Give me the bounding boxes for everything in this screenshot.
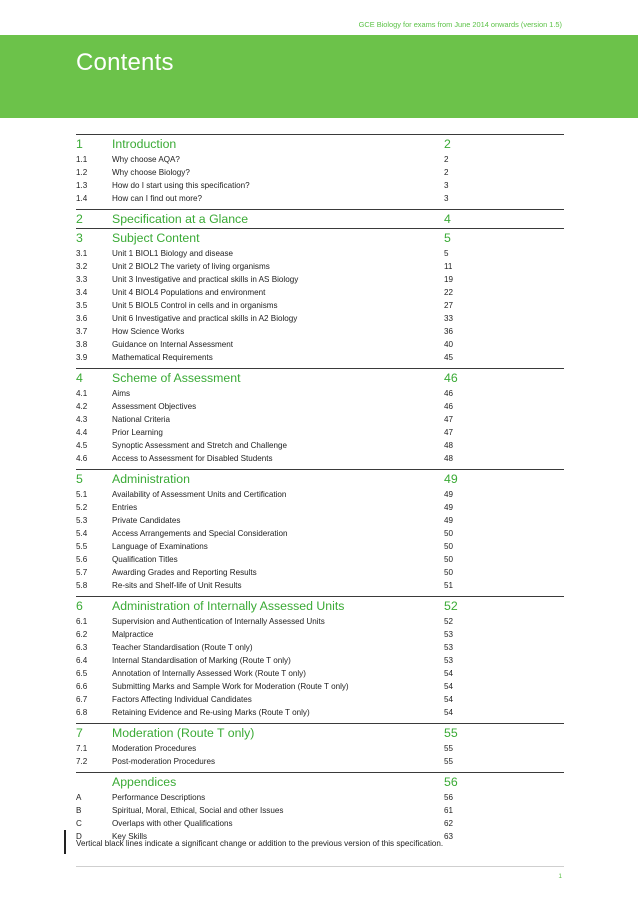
toc-entry-title: Guidance on Internal Assessment (112, 340, 234, 349)
toc-section-heading[interactable] (76, 598, 564, 615)
toc-entry-title: Moderation Procedures (112, 744, 197, 753)
toc-entry[interactable] (76, 400, 564, 413)
toc-entry-number: 4.5 (76, 441, 88, 450)
toc-section (76, 596, 564, 723)
toc-entry-number: 6.1 (76, 617, 88, 626)
toc-entry-page: 53 (444, 630, 454, 639)
toc-entry-title: How can I find out more? (112, 194, 202, 203)
toc-section (76, 368, 564, 469)
toc-entry-page: 63 (444, 832, 454, 841)
toc-entry-title: How Science Works (112, 327, 185, 336)
toc-section-heading[interactable] (76, 471, 564, 488)
toc-entry-number: 5.4 (76, 529, 88, 538)
toc-entry-number: 4.6 (76, 454, 88, 463)
toc-entry-number: 6.7 (76, 695, 88, 704)
toc-entry[interactable] (76, 817, 564, 830)
toc-entry-number: 6.6 (76, 682, 88, 691)
toc-section-title: Administration of Internally Assessed Units (112, 599, 345, 613)
toc-section-page: 2 (444, 137, 451, 151)
toc-entry[interactable] (76, 680, 564, 693)
toc-entry-number: 7.1 (76, 744, 88, 753)
toc-entry-title: Submitting Marks and Sample Work for Moderation (Route T only) (112, 682, 349, 691)
toc-section (76, 228, 564, 368)
toc-entry-title: Why choose Biology? (112, 168, 190, 177)
toc-entry-page: 33 (444, 314, 454, 323)
toc-entry-title: Unit 2 BIOL2 The variety of living organisms (112, 262, 270, 271)
toc-entry[interactable] (76, 654, 564, 667)
toc-entry[interactable] (76, 338, 564, 351)
toc-entry-title: Mathematical Requirements (112, 353, 213, 362)
toc-entry-number: C (76, 819, 82, 828)
toc-section-page: 46 (444, 371, 458, 385)
toc-entry-page: 11 (444, 262, 453, 271)
toc-entry-title: Re-sits and Shelf-life of Unit Results (112, 581, 242, 590)
toc-entry-number: 3.6 (76, 314, 88, 323)
toc-section-heading[interactable] (76, 774, 564, 791)
toc-entry[interactable] (76, 299, 564, 312)
toc-entry-number: 5.7 (76, 568, 88, 577)
toc-section-page: 56 (444, 775, 458, 789)
toc-entry-page: 40 (444, 340, 454, 349)
toc-entry[interactable] (76, 286, 564, 299)
toc-entry-page: 54 (444, 708, 454, 717)
toc-entry-title: Malpractice (112, 630, 154, 639)
toc-entry-title: Unit 5 BIOL5 Control in cells and in organisms (112, 301, 278, 310)
toc-entry-number: 5.2 (76, 503, 88, 512)
table-of-contents (76, 131, 564, 847)
toc-entry-title: Overlaps with other Qualifications (112, 819, 233, 828)
toc-entry-number: 6.4 (76, 656, 88, 665)
toc-section-heading[interactable] (76, 211, 564, 228)
toc-entry-title: Assessment Objectives (112, 402, 197, 411)
toc-entry[interactable] (76, 579, 564, 592)
change-note-text: Vertical black lines indicate a significant change or addition to the previous version of this specification. (76, 838, 444, 848)
toc-entry-number: 4.2 (76, 402, 88, 411)
toc-entry-number: 6.3 (76, 643, 88, 652)
toc-section-number: 2 (76, 212, 83, 226)
page-title: Contents (76, 49, 174, 76)
toc-entry-title: Key Skills (112, 832, 148, 841)
toc-entry-page: 49 (444, 516, 454, 525)
toc-entry-title: Internal Standardisation of Marking (Route T only) (112, 656, 291, 665)
toc-entry[interactable] (76, 742, 564, 755)
toc-entry-number: 3.1 (76, 249, 88, 258)
toc-entry[interactable] (76, 273, 564, 286)
toc-section-heading[interactable] (76, 725, 564, 742)
toc-entry-page: 50 (444, 529, 454, 538)
toc-entry-title: Awarding Grades and Reporting Results (112, 568, 257, 577)
toc-entry[interactable] (76, 439, 564, 452)
toc-entry-page: 49 (444, 503, 454, 512)
toc-entry-number: 3.3 (76, 275, 88, 284)
toc-entry-title: Synoptic Assessment and Stretch and Challenge (112, 441, 288, 450)
toc-entry-number: 1.3 (76, 181, 88, 190)
toc-entry-number: D (76, 832, 82, 841)
toc-entry-page: 47 (444, 415, 454, 424)
toc-entry-number: 5.6 (76, 555, 88, 564)
toc-entry[interactable] (76, 566, 564, 579)
toc-entry-page: 54 (444, 682, 454, 691)
toc-entry[interactable] (76, 166, 564, 179)
toc-entry[interactable] (76, 488, 564, 501)
toc-entry[interactable] (76, 413, 564, 426)
toc-entry-title: Aims (112, 389, 130, 398)
toc-entry[interactable] (76, 791, 564, 804)
toc-entry-page: 53 (444, 643, 454, 652)
page-number: 1 (558, 873, 562, 880)
toc-entry-title: Factors Affecting Individual Candidates (112, 695, 252, 704)
toc-entry-number: 5.8 (76, 581, 88, 590)
toc-entry[interactable] (76, 628, 564, 641)
toc-entry-title: Teacher Standardisation (Route T only) (112, 643, 253, 652)
toc-entry-number: 1.2 (76, 168, 88, 177)
toc-entry[interactable] (76, 247, 564, 260)
toc-entry-page: 45 (444, 353, 454, 362)
toc-entry[interactable] (76, 351, 564, 364)
toc-section-number: 1 (76, 137, 83, 151)
toc-entry-title: Private Candidates (112, 516, 181, 525)
toc-section-page: 49 (444, 472, 458, 486)
toc-entry-number: 5.5 (76, 542, 88, 551)
toc-entry-page: 62 (444, 819, 454, 828)
toc-entry-title: Unit 3 Investigative and practical skills in AS Biology (112, 275, 299, 284)
toc-section (76, 134, 564, 209)
toc-entry-number: 4.3 (76, 415, 88, 424)
toc-entry-number: 1.1 (76, 155, 88, 164)
toc-entry[interactable] (76, 527, 564, 540)
toc-entry-number: 6.2 (76, 630, 88, 639)
toc-section-heading[interactable] (76, 136, 564, 153)
toc-entry-number: 5.1 (76, 490, 88, 499)
toc-entry[interactable] (76, 325, 564, 338)
toc-entry-number: 4.1 (76, 389, 88, 398)
toc-entry-number: 3.8 (76, 340, 88, 349)
toc-entry-page: 36 (444, 327, 454, 336)
toc-entry-title: Availability of Assessment Units and Certification (112, 490, 287, 499)
toc-section-title: Subject Content (112, 231, 200, 245)
toc-section-page: 55 (444, 726, 458, 740)
toc-entry-page: 54 (444, 695, 454, 704)
toc-entry-page: 5 (444, 249, 449, 258)
toc-entry-number: 3.2 (76, 262, 88, 271)
toc-section-title: Appendices (112, 775, 177, 789)
toc-entry[interactable] (76, 615, 564, 628)
toc-entry[interactable] (76, 667, 564, 680)
toc-section-number: 3 (76, 231, 83, 245)
toc-entry[interactable] (76, 540, 564, 553)
change-bar (64, 830, 66, 854)
toc-section (76, 209, 564, 228)
toc-entry-title: Language of Examinations (112, 542, 208, 551)
toc-section-number: 4 (76, 371, 83, 385)
toc-section (76, 723, 564, 772)
toc-entry-number: B (76, 806, 82, 815)
toc-entry[interactable] (76, 553, 564, 566)
toc-section-heading[interactable] (76, 370, 564, 387)
toc-entry[interactable] (76, 804, 564, 817)
toc-section-title: Moderation (Route T only) (112, 726, 255, 740)
toc-entry-page: 50 (444, 542, 454, 551)
toc-entry-page: 22 (444, 288, 454, 297)
toc-entry-title: Retaining Evidence and Re-using Marks (Route T only) (112, 708, 310, 717)
toc-section-title: Specification at a Glance (112, 212, 249, 226)
toc-section-title: Scheme of Assessment (112, 371, 241, 385)
toc-entry-title: How do I start using this specification? (112, 181, 250, 190)
toc-entry-page: 52 (444, 617, 454, 626)
toc-entry[interactable] (76, 426, 564, 439)
toc-entry-page: 48 (444, 441, 454, 450)
toc-entry[interactable] (76, 192, 564, 205)
toc-entry-page: 49 (444, 490, 454, 499)
toc-section-number: 6 (76, 599, 83, 613)
toc-entry-title: Prior Learning (112, 428, 163, 437)
toc-entry-page: 47 (444, 428, 454, 437)
toc-entry-title: Annotation of Internally Assessed Work (Route T only) (112, 669, 306, 678)
toc-entry[interactable] (76, 153, 564, 166)
toc-entry[interactable] (76, 260, 564, 273)
toc-entry[interactable] (76, 501, 564, 514)
toc-section-number: 7 (76, 726, 83, 740)
toc-entry-number: 7.2 (76, 757, 88, 766)
toc-entry-page: 46 (444, 402, 454, 411)
toc-entry-title: Access Arrangements and Special Consideration (112, 529, 288, 538)
toc-entry-title: Spiritual, Moral, Ethical, Social and other Issues (112, 806, 284, 815)
toc-entry-page: 19 (444, 275, 454, 284)
toc-entry-page: 51 (444, 581, 454, 590)
toc-entry-page: 54 (444, 669, 454, 678)
toc-entry-title: Access to Assessment for Disabled Students (112, 454, 273, 463)
toc-section (76, 469, 564, 596)
toc-entry-number: 5.3 (76, 516, 88, 525)
toc-entry-page: 2 (444, 155, 449, 164)
toc-entry-page: 55 (444, 744, 454, 753)
toc-entry-title: Qualification Titles (112, 555, 178, 564)
toc-entry-title: Unit 1 BIOL1 Biology and disease (112, 249, 234, 258)
toc-entry[interactable] (76, 706, 564, 719)
toc-entry-page: 55 (444, 757, 454, 766)
toc-entry-number: 4.4 (76, 428, 88, 437)
toc-entry-number: 1.4 (76, 194, 88, 203)
toc-section-page: 52 (444, 599, 458, 613)
toc-entry-page: 27 (444, 301, 454, 310)
toc-entry-title: Performance Descriptions (112, 793, 206, 802)
toc-entry-number: 6.5 (76, 669, 88, 678)
toc-section-page: 4 (444, 212, 451, 226)
toc-entry-title: Post-moderation Procedures (112, 757, 216, 766)
footer-rule (76, 866, 564, 867)
toc-entry-page: 2 (444, 168, 449, 177)
toc-section-number: 5 (76, 472, 83, 486)
toc-entry[interactable] (76, 641, 564, 654)
toc-entry-page: 50 (444, 555, 454, 564)
toc-entry-number: 3.7 (76, 327, 88, 336)
toc-entry-page: 56 (444, 793, 454, 802)
toc-entry-title: Supervision and Authentication of Internally Assessed Units (112, 617, 325, 626)
toc-entry-title: National Criteria (112, 415, 171, 424)
toc-section-heading[interactable] (76, 230, 564, 247)
toc-entry-title: Unit 4 BIOL4 Populations and environment (112, 288, 266, 297)
toc-entry-title: Unit 6 Investigative and practical skills in A2 Biology (112, 314, 298, 323)
toc-entry[interactable] (76, 312, 564, 325)
toc-entry[interactable] (76, 693, 564, 706)
toc-entry-page: 46 (444, 389, 454, 398)
toc-entry-page: 48 (444, 454, 454, 463)
toc-entry-title: Entries (112, 503, 138, 512)
toc-entry-number: 3.4 (76, 288, 88, 297)
toc-entry[interactable] (76, 755, 564, 768)
toc-entry[interactable] (76, 514, 564, 527)
running-header: GCE Biology for exams from June 2014 onwards (version 1.5) (358, 20, 562, 29)
toc-entry-page: 61 (444, 806, 454, 815)
toc-entry-page: 53 (444, 656, 454, 665)
toc-section-title: Administration (112, 472, 190, 486)
title-banner (0, 35, 638, 118)
toc-entry-number: 3.5 (76, 301, 88, 310)
toc-section-page: 5 (444, 231, 451, 245)
toc-entry[interactable] (76, 452, 564, 465)
toc-entry-title: Why choose AQA? (112, 155, 180, 164)
toc-section-title: Introduction (112, 137, 177, 151)
toc-entry[interactable] (76, 387, 564, 400)
toc-entry-page: 50 (444, 568, 454, 577)
toc-entry-page: 3 (444, 194, 449, 203)
change-note (64, 830, 584, 854)
toc-entry-number: 6.8 (76, 708, 88, 717)
toc-entry[interactable] (76, 179, 564, 192)
toc-entry-number: 3.9 (76, 353, 88, 362)
toc-entry-page: 3 (444, 181, 449, 190)
toc-entry-number: A (76, 793, 82, 802)
